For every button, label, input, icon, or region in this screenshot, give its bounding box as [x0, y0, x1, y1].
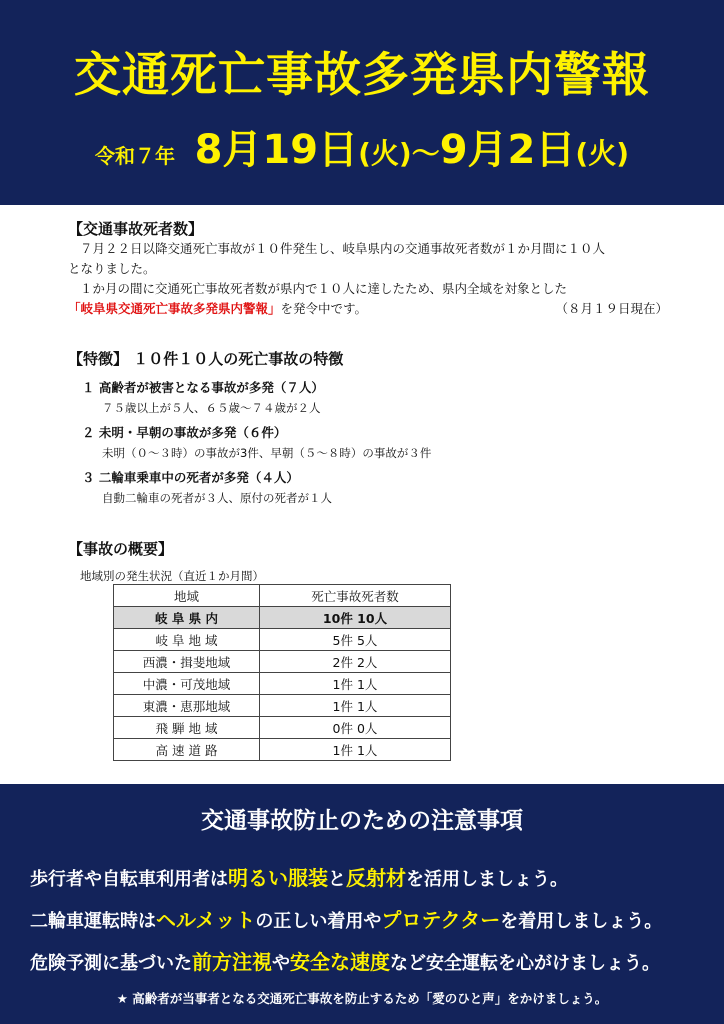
feature-title: ２ 未明・早朝の事故が多発（６件）	[82, 425, 287, 440]
era-label: 令和７年	[94, 144, 175, 168]
deaths-line-1: ７月２２日以降交通死亡事故が１０件発生し、岐阜県内の交通事故死者数が１か月間に１０人	[80, 241, 606, 256]
deaths-line-2: となりました。	[68, 261, 156, 276]
value-cell: 5件 5人	[260, 629, 451, 651]
table-row	[114, 673, 451, 695]
value-cell: 1件 1人	[260, 673, 451, 695]
features-list	[82, 378, 431, 513]
text-part: と	[328, 869, 346, 890]
table-row	[114, 739, 451, 761]
alert-suffix: を発令中です。	[280, 301, 368, 316]
value-cell: 10件 10人	[260, 607, 451, 629]
region-cell: 岐 阜 県 内	[114, 607, 260, 629]
text-part: や	[272, 953, 290, 974]
period-tilde: ～	[411, 137, 440, 170]
precaution-line-1	[30, 862, 568, 891]
start-month: 8月	[194, 127, 263, 173]
feature-title: １ 高齢者が被害となる事故が多発（７人）	[82, 380, 324, 395]
end-dow: (火)	[575, 137, 629, 170]
deaths-line-4	[68, 299, 668, 319]
highlight-text: 反射材	[346, 866, 406, 890]
text-part: 歩行者や自転車利用者は	[30, 869, 228, 890]
column-header-region: 地域	[114, 585, 260, 607]
alert-period	[0, 118, 724, 175]
region-cell: 東濃・恵那地域	[114, 695, 260, 717]
text-part: の正しい着用や	[255, 911, 382, 932]
deaths-line-3: １か月の間に交通死亡事故死者数が県内で１０人に達したため、県内全域を対象とした	[80, 281, 568, 296]
end-day: 2日	[507, 127, 576, 173]
region-cell: 岐 阜 地 域	[114, 629, 260, 651]
table-row	[114, 651, 451, 673]
precaution-line-2	[30, 904, 662, 933]
highlight-text: ヘルメット	[156, 908, 256, 932]
text-part: 危険予測に基づいた	[30, 953, 192, 974]
main-content	[68, 218, 668, 758]
table-caption: 地域別の発生状況（直近１か月間）	[80, 569, 264, 583]
feature-item	[82, 378, 431, 418]
feature-detail: ７５歳以上が５人、６５歳～７４歳が２人	[102, 401, 321, 415]
table-row	[114, 717, 451, 739]
alert-name: 「岐阜県交通死亡事故多発県内警報」	[68, 301, 281, 316]
elderly-note: ★ 高齢者が当事者となる交通死亡事故を防止するため「愛のひと声」をかけましょう。	[116, 991, 608, 1006]
feature-detail: 自動二輪車の死者が３人、原付の死者が１人	[102, 491, 332, 505]
text-part: を活用しましょう。	[406, 869, 568, 890]
table-row	[114, 695, 451, 717]
end-month: 9月	[439, 127, 508, 173]
alert-title: 交通死亡事故多発県内警報	[74, 48, 650, 103]
text-part: を着用しましょう。	[500, 911, 663, 932]
precautions-heading: 交通事故防止のための注意事項	[201, 808, 523, 834]
region-cell: 高 速 道 路	[114, 739, 260, 761]
table-row	[114, 629, 451, 651]
feature-item	[82, 468, 431, 508]
alert-header-banner	[0, 0, 724, 205]
value-cell: 1件 1人	[260, 695, 451, 717]
start-dow: (火)	[358, 137, 412, 170]
overview-heading: 【事故の概要】	[68, 540, 174, 558]
text-part: 二輪車運転時は	[30, 911, 156, 932]
precaution-line-3	[30, 946, 660, 975]
feature-detail: 未明（０～３時）の事故が3件、早朝（５～８時）の事故が３件	[102, 446, 432, 460]
as-of-date: （８月１９日現在）	[555, 301, 668, 316]
highlight-text: 前方注視	[192, 950, 272, 974]
region-cell: 西濃・揖斐地域	[114, 651, 260, 673]
column-header-deaths: 死亡事故死者数	[260, 585, 451, 607]
features-heading: 【特徴】 １０件１０人の死亡事故の特徴	[68, 350, 344, 368]
deaths-paragraph	[68, 239, 668, 319]
value-cell: 1件 1人	[260, 739, 451, 761]
region-cell: 飛 騨 地 域	[114, 717, 260, 739]
region-cell: 中濃・可茂地域	[114, 673, 260, 695]
start-day: 19日	[262, 127, 359, 173]
highlight-text: 明るい服装	[228, 866, 328, 890]
region-table	[113, 584, 451, 761]
table-row-total	[114, 607, 451, 629]
text-part: など安全運転を心がけましょう。	[390, 953, 660, 974]
highlight-text: 安全な速度	[290, 950, 390, 974]
feature-item	[82, 423, 431, 463]
value-cell: 0件 0人	[260, 717, 451, 739]
precautions-footer	[0, 784, 724, 1024]
value-cell: 2件 2人	[260, 651, 451, 673]
table-header-row	[114, 585, 451, 607]
deaths-heading: 【交通事故死者数】	[68, 220, 204, 238]
highlight-text: プロテクター	[381, 908, 501, 932]
feature-title: ３ 二輪車乗車中の死者が多発（４人）	[82, 470, 299, 485]
